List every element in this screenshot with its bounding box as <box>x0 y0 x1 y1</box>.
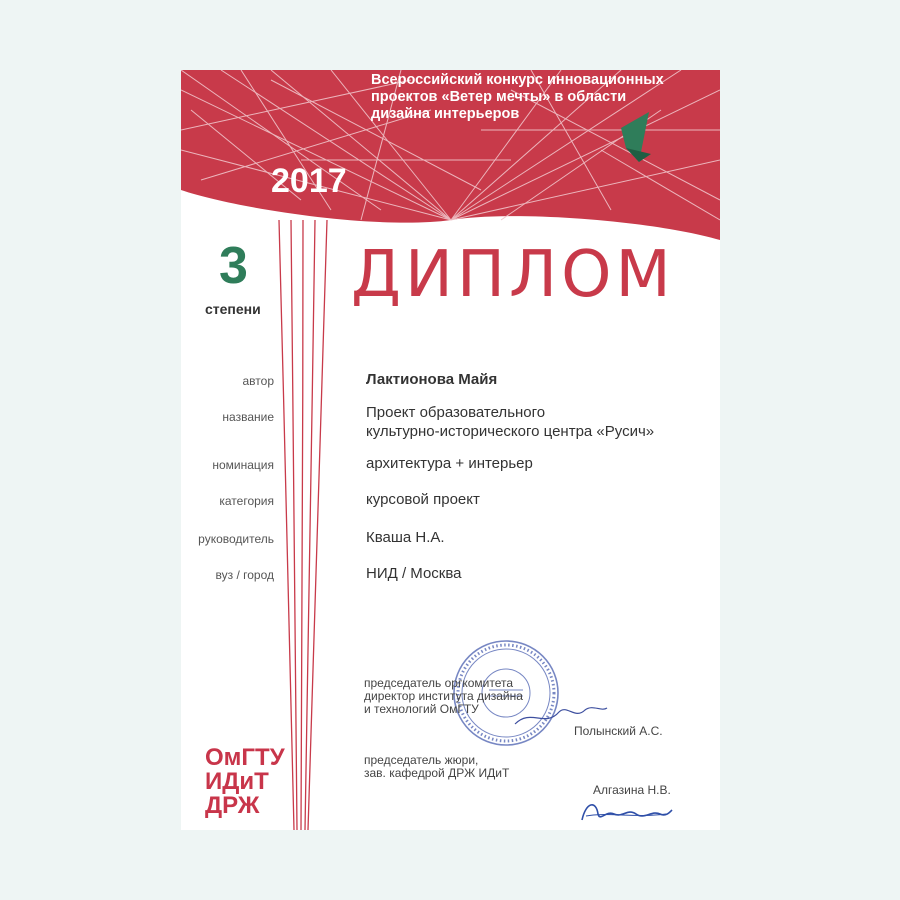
field-value-title-line2: культурно-исторического центра «Русич» <box>366 423 655 440</box>
chair-jury-signature <box>576 792 676 828</box>
chair-jury-title <box>364 754 509 780</box>
field-label-title: название <box>222 410 274 424</box>
contest-title <box>371 72 716 123</box>
contest-title-line: проектов «Ветер мечты» в области <box>371 89 627 105</box>
contest-year: 2017 <box>271 162 347 200</box>
logo-line: ДРЖ <box>205 792 260 819</box>
field-label-category: категория <box>219 494 274 508</box>
chair-jury-title-line: зав. кафедрой ДРЖ ИДиТ <box>364 766 510 780</box>
field-value-title: Проект образовательного <box>366 404 546 421</box>
contest-title-line: дизайна интерьеров <box>371 106 520 122</box>
logo-line: ИДиТ <box>205 768 269 795</box>
chair-org-title <box>364 677 523 716</box>
degree-word: степени <box>205 301 261 317</box>
field-label-nomination: номинация <box>212 458 274 472</box>
chair-org-title-line: председатель оргкомитета <box>364 676 514 690</box>
field-value-university-city: НИД / Москва <box>366 565 462 582</box>
diploma-sheet <box>181 70 720 830</box>
degree-number: 3 <box>219 237 248 295</box>
chair-org-title-line: и технологий ОмГТУ <box>364 702 479 716</box>
logo-line: ОмГТУ <box>205 744 285 771</box>
chair-jury-name: Алгазина Н.В. <box>593 783 671 797</box>
chair-org-name: Полынский А.С. <box>574 724 663 738</box>
contest-title-line: Всероссийский конкурс инновационных <box>371 72 664 88</box>
field-value-author: Лактионова Майя <box>366 371 498 388</box>
university-logo <box>205 746 285 818</box>
chair-jury-title-line: председатель жюри, <box>364 753 479 767</box>
field-label-author: автор <box>242 374 274 388</box>
field-value-category: курсовой проект <box>366 491 480 508</box>
field-label-supervisor: руководитель <box>198 532 274 546</box>
field-label-university-city: вуз / город <box>215 568 274 582</box>
field-value-supervisor: Кваша Н.А. <box>366 529 445 546</box>
chair-org-title-line: директор института дизайна <box>364 689 523 703</box>
diploma-title: ДИПЛОМ <box>351 238 675 312</box>
field-value-nomination: архитектура + интерьер <box>366 455 533 472</box>
